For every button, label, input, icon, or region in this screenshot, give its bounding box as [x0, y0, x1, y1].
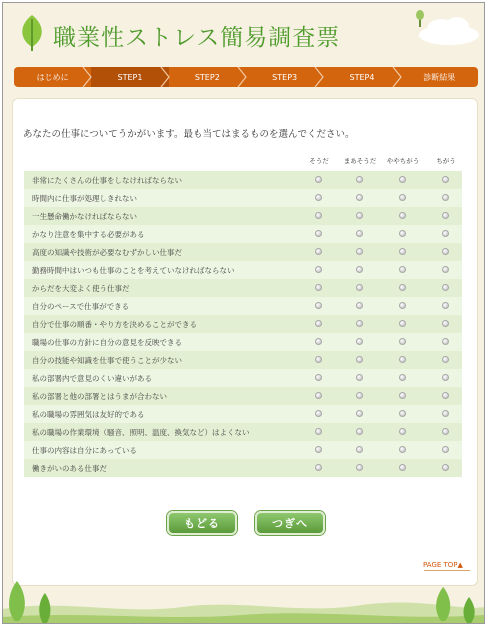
question-text: かなり注意を集中する必要がある	[32, 229, 145, 239]
radio-button[interactable]	[356, 374, 363, 381]
radio-button[interactable]	[356, 266, 363, 273]
radio-button[interactable]	[399, 212, 406, 219]
question-text: 私の職場の雰囲気は友好的である	[32, 409, 145, 419]
radio-button[interactable]	[399, 392, 406, 399]
step-label: STEP1	[117, 72, 143, 82]
answer-column-headers	[13, 156, 477, 168]
radio-button[interactable]	[315, 410, 322, 417]
radio-button[interactable]	[399, 428, 406, 435]
step-separator-icon	[392, 67, 402, 87]
question-row	[24, 351, 462, 369]
radio-button[interactable]	[356, 464, 363, 471]
radio-button[interactable]	[315, 284, 322, 291]
radio-button[interactable]	[442, 464, 449, 471]
radio-button[interactable]	[442, 320, 449, 327]
header	[3, 3, 484, 65]
cloud-decoration	[413, 9, 485, 49]
question-row	[24, 441, 462, 459]
question-text: 仕事の内容は自分にあっている	[32, 445, 137, 455]
radio-button[interactable]	[315, 230, 322, 237]
radio-button[interactable]	[442, 230, 449, 237]
radio-button[interactable]	[315, 464, 322, 471]
radio-button[interactable]	[399, 446, 406, 453]
radio-button[interactable]	[442, 410, 449, 417]
radio-button[interactable]	[356, 446, 363, 453]
radio-button[interactable]	[356, 410, 363, 417]
radio-button[interactable]	[356, 230, 363, 237]
step-label: STEP2	[194, 72, 220, 82]
radio-button[interactable]	[442, 374, 449, 381]
question-text: 自分の技能や知識を仕事で使うことが少ない	[32, 355, 182, 365]
radio-button[interactable]	[399, 248, 406, 255]
radio-button[interactable]	[442, 428, 449, 435]
radio-button[interactable]	[399, 266, 406, 273]
question-list	[24, 171, 462, 477]
instruction-text: あなたの仕事についてうかがいます。最も当てはまるものを選んでください。	[23, 129, 355, 140]
question-text: 職場の仕事の方針に自分の意見を反映できる	[32, 337, 182, 347]
question-row	[24, 297, 462, 315]
step-5	[323, 67, 400, 87]
step-label: STEP4	[349, 72, 375, 82]
radio-button[interactable]	[442, 176, 449, 183]
step-6	[401, 67, 478, 87]
radio-button[interactable]	[315, 212, 322, 219]
question-row	[24, 387, 462, 405]
radio-button[interactable]	[442, 194, 449, 201]
question-row	[24, 279, 462, 297]
question-text: 自分で仕事の順番・やり方を決めることができる	[32, 319, 197, 329]
radio-button[interactable]	[315, 428, 322, 435]
question-row	[24, 333, 462, 351]
question-text: 一生懸命働かなければならない	[32, 211, 137, 221]
radio-button[interactable]	[442, 356, 449, 363]
footer-decoration	[3, 571, 484, 624]
column-header: そうだ	[309, 157, 329, 165]
radio-button[interactable]	[356, 428, 363, 435]
step-separator-icon	[237, 67, 247, 87]
step-progress-bar	[14, 67, 478, 87]
step-3	[169, 67, 246, 87]
radio-button[interactable]	[356, 356, 363, 363]
back-button[interactable]: もどる	[167, 511, 237, 535]
radio-button[interactable]	[315, 320, 322, 327]
question-row	[24, 243, 462, 261]
questionnaire-panel	[12, 98, 478, 586]
step-4	[246, 67, 323, 87]
radio-button[interactable]	[442, 392, 449, 399]
radio-button[interactable]	[399, 464, 406, 471]
question-row	[24, 423, 462, 441]
step-1	[14, 67, 91, 87]
question-row	[24, 225, 462, 243]
question-row	[24, 369, 462, 387]
radio-button[interactable]	[399, 374, 406, 381]
column-header: ややちがう	[386, 157, 420, 165]
radio-button[interactable]	[356, 320, 363, 327]
radio-button[interactable]	[399, 338, 406, 345]
question-text: 高度の知識や技術が必要なむずかしい仕事だ	[32, 247, 182, 257]
radio-button[interactable]	[399, 284, 406, 291]
step-separator-icon	[82, 67, 92, 87]
radio-button[interactable]	[442, 338, 449, 345]
question-row	[24, 189, 462, 207]
radio-button[interactable]	[442, 302, 449, 309]
question-text: 非常にたくさんの仕事をしなければならない	[32, 175, 182, 185]
radio-button[interactable]	[315, 176, 322, 183]
radio-button[interactable]	[356, 176, 363, 183]
radio-button[interactable]	[399, 410, 406, 417]
question-row	[24, 261, 462, 279]
question-row	[24, 171, 462, 189]
radio-button[interactable]	[442, 212, 449, 219]
radio-button[interactable]	[399, 194, 406, 201]
question-text: 私の職場の作業環境（騒音、照明、温度、換気など）はよくない	[32, 427, 250, 437]
radio-button[interactable]	[399, 320, 406, 327]
column-header: ちがう	[436, 157, 456, 165]
question-text: 勤務時間中はいつも仕事のことを考えていなければならない	[32, 265, 235, 275]
radio-button[interactable]	[442, 266, 449, 273]
radio-button[interactable]	[399, 230, 406, 237]
step-label: はじめに	[36, 72, 69, 82]
step-2	[91, 67, 168, 87]
question-text: からだを大変よく使う仕事だ	[32, 283, 130, 293]
question-text: 自分のペースで仕事ができる	[32, 301, 130, 311]
step-separator-icon	[160, 67, 170, 87]
next-button[interactable]: つぎへ	[255, 511, 325, 535]
radio-button[interactable]	[356, 392, 363, 399]
question-text: 働きがいのある仕事だ	[32, 463, 107, 473]
radio-button[interactable]	[356, 194, 363, 201]
page-top-link[interactable]: PAGE TOP▲	[423, 561, 463, 569]
radio-button[interactable]	[315, 356, 322, 363]
radio-button[interactable]	[315, 266, 322, 273]
radio-button[interactable]	[442, 284, 449, 291]
radio-button[interactable]	[356, 302, 363, 309]
radio-button[interactable]	[356, 338, 363, 345]
step-separator-icon	[314, 67, 324, 87]
radio-button[interactable]	[315, 302, 322, 309]
radio-button[interactable]	[442, 248, 449, 255]
radio-button[interactable]	[399, 356, 406, 363]
question-row	[24, 207, 462, 225]
leaf-logo-icon	[17, 13, 47, 53]
radio-button[interactable]	[399, 302, 406, 309]
radio-button[interactable]	[315, 194, 322, 201]
radio-button[interactable]	[356, 248, 363, 255]
radio-button[interactable]	[315, 338, 322, 345]
radio-button[interactable]	[315, 374, 322, 381]
question-text: 時間内に仕事が処理しきれない	[32, 193, 137, 203]
step-label: STEP3	[272, 72, 298, 82]
page-title: 職業性ストレス簡易調査票	[53, 25, 341, 51]
radio-button[interactable]	[442, 446, 449, 453]
radio-button[interactable]	[315, 446, 322, 453]
page-frame	[2, 2, 485, 624]
radio-button[interactable]	[399, 176, 406, 183]
radio-button[interactable]	[356, 284, 363, 291]
question-row	[24, 405, 462, 423]
question-text: 私の部署内で意見のくい違いがある	[32, 373, 152, 383]
question-row	[24, 459, 462, 477]
radio-button[interactable]	[315, 248, 322, 255]
question-text: 私の部署と他の部署とはうまが合わない	[32, 391, 167, 401]
question-row	[24, 315, 462, 333]
step-label: 診断結果	[423, 72, 456, 82]
radio-button[interactable]	[356, 212, 363, 219]
radio-button[interactable]	[315, 392, 322, 399]
column-header: まあそうだ	[343, 157, 377, 165]
